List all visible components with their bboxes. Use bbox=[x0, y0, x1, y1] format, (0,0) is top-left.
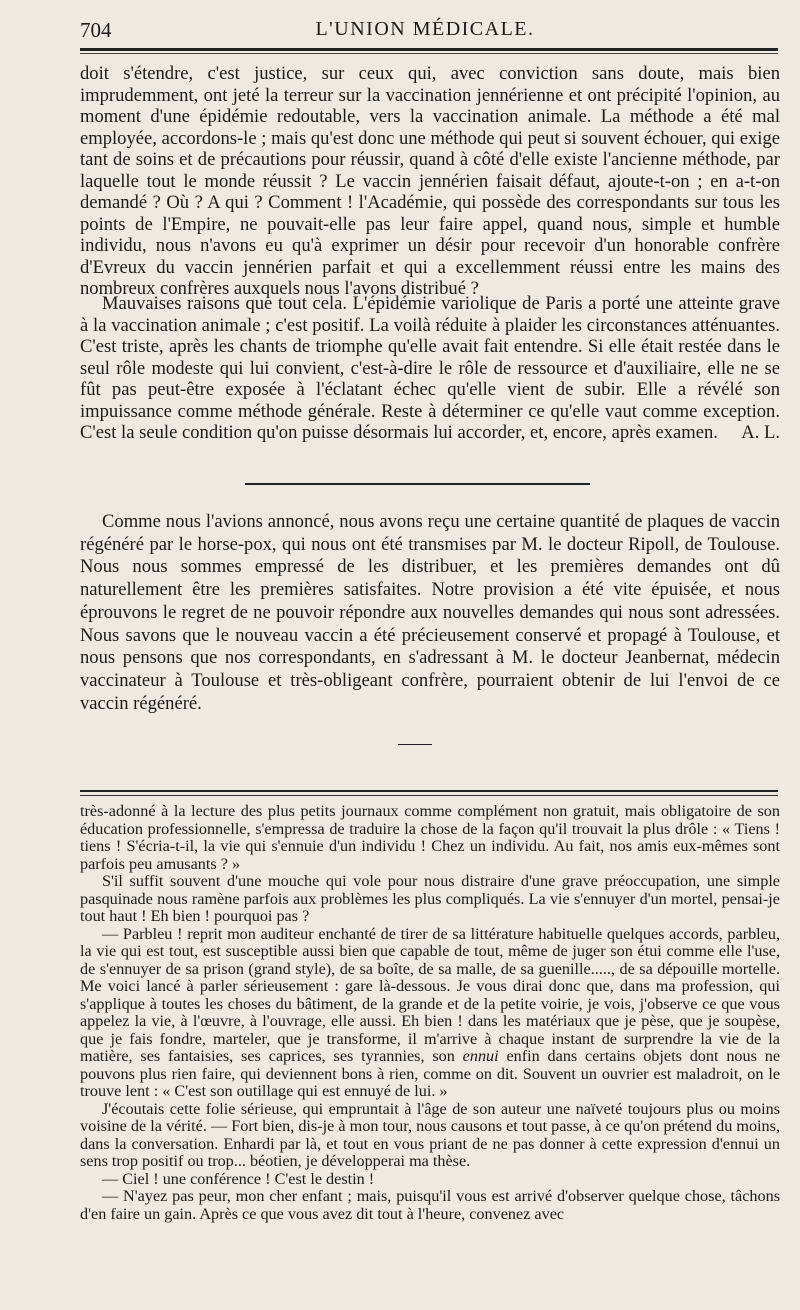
editorial-text-2 bbox=[80, 293, 780, 444]
vaccine-notice-text: Comme nous l'avions annoncé, nous avons reçu une certaine quantité de plaques de vaccin régénéré par le horse-pox, qui nous ont été transmises par M. le docteur Ripoll, de Toulouse. Nous nous sommes empressé de les distribuer, et les premières demandes ont dû naturellement être les premières satisfaites. Notre provision a été vite épuisée, et nous éprouvons le regret de ne pouvoir répondre aux nouvelles demandes qui nous sont adressées. Nous savons que le nouveau vaccin a été précieusement conservé et propagé à Toulouse, et nous pensons que nos correspondants, en s'adressant à M. le docteur Jeanbernat, médecin vaccinateur à Toulouse et très-obligeant confrère, pourraient obtenir de lui l'envoi de ce vaccin régénéré. bbox=[80, 511, 780, 714]
feuilleton bbox=[80, 803, 780, 1223]
editorial-text-2-body: Mauvaises raisons que tout cela. L'épidémie variolique de Paris a porté une atteinte grave à la vaccination animale ; c'est positif. La voilà réduite à plaider les circonstances atténuantes. C'est triste, après les chants de triomphe qu'elle avait fait entendre. Si elle était restée dans le seul rôle modeste qui lui convient, c'est-à-dire le rôle de ressource et d'auxiliaire, elle ne se fût pas peut-être exposée à l'éclatant échec qu'elle vient de subir. Elle a révélé son impuissance comme méthode générale. Reste à déterminer ce qu'elle vaut comme exception. C'est la seule condition qu'on puisse désormais lui accorder, et, encore, après examen. bbox=[80, 293, 780, 443]
short-separator bbox=[398, 744, 432, 745]
feuilleton-paragraph-2: S'il suffit souvent d'une mouche qui vole pour nous distraire d'une grave préoccupation, une simple pasquinade nous ramène parfois aux problèmes les plus compliqués. La vie s'ennuyer d'un mortel, pensai-je tout haut ! Eh bien ! pourquoi pas ? bbox=[80, 872, 780, 925]
section-separator bbox=[245, 483, 590, 485]
feuilleton-rule-thin bbox=[80, 795, 778, 796]
feuilleton-paragraph-3-b: enfin dans certains objets dont nous ne pouvons plus rien faire, qui deviennent bons à rien, comme on dit. Souvent un ouvrier est maladroit, on le trouve lent : « C'est son outillage qui est ennuyé de lui. » bbox=[80, 1047, 780, 1100]
running-title: L'UNION MÉDICALE. bbox=[315, 18, 535, 40]
header-rule bbox=[80, 48, 778, 51]
editorial-paragraph-2 bbox=[80, 293, 780, 444]
feuilleton-paragraph-3 bbox=[80, 926, 780, 1101]
editorial-paragraph-1 bbox=[80, 63, 780, 300]
feuilleton-paragraph-6: — N'ayez pas peur, mon cher enfant ; mais, puisqu'il vous est arrivé d'observer quelque chose, tâchons d'en faire un gain. Après ce que vous avez dit tout à l'heure, convenez avec bbox=[80, 1187, 780, 1223]
editorial-text-1: doit s'étendre, c'est justice, sur ceux qui, avec conviction sans doute, mais bien imprudemment, ont jeté la terreur sur la vaccination jennérienne et ont précipité l'opinion, au moment d'une épidémie redoutable, vers la vaccination animale. La méthode a été mal employée, accordons-le ; mais qu'est donc une méthode qui peut si souvent échouer, qui exige tant de soins et de précautions pour réussir, quand à côté d'elle existe l'ancienne méthode, par laquelle tout le monde réussit ? Le vaccin jennérien faisait défaut, ajoute-t-on ; en a-t-on demandé ? Où ? A qui ? Comment ! l'Académie, qui possède des correspondants sur tous les points de l'Empire, ne pouvait-elle pas leur faire appel, quand nous, simple et humble individu, nous n'avons eu qu'à exprimer un désir pour recevoir d'un honorable confrère d'Evreux du vaccin jennérien parfait et qui a excellemment réussi entre les mains des nombreux confrères auxquels nous l'avons distribué ? bbox=[80, 63, 780, 299]
running-header bbox=[80, 16, 770, 44]
emphasized-word: ennui bbox=[462, 1047, 499, 1065]
author-signature: A. L. bbox=[741, 422, 780, 443]
feuilleton-paragraph-3-a: — Parbleu ! reprit mon auditeur enchanté de tirer de sa littérature habituelle quelques accords, parbleu, la vie qui est tout, est susceptible aussi bien que capable de tout, même de juger son étui comme elle l'use, de s'ennuyer de sa prison (grand style), de sa boîte, de sa malle, de sa guenille....., de sa dépouille mortelle. Me voici lancé à parler sérieusement : gare là-dessous. Je vous dirai donc que, dans ma profession, qui s'applique à toutes les choses du bâtiment, de la grande et de la petite voirie, je vois, j'observe ce que vous appelez la vie, à l'œuvre, à l'ouvrage, elle aussi. Eh bien ! dans les matériaux que je pèse, que je soupèse, que je fais fondre, marteler, que je transforme, il m'arrive à chaque instant de surprendre la vie de la matière, ses fantaisies, ses caprices, ses tyrannies, son bbox=[80, 924, 780, 1065]
feuilleton-paragraph-1: très-adonné à la lecture des plus petits journaux comme complément non gratuit, mais obligatoire de son éducation professionnelle, s'empressa de traduire la chose de la façon qu'il trouvait la plus drôle : « Tiens ! tiens ! S'écria-t-il, la vie qui s'ennuie d'un individu ! Chez un individu. Au fait, nos amis eux-mêmes sont parfois peu amusants ? » bbox=[80, 802, 780, 873]
feuilleton-rule bbox=[80, 790, 778, 792]
feuilleton-paragraph-5: — Ciel ! une conférence ! C'est le destin ! bbox=[102, 1169, 375, 1188]
page-number: 704 bbox=[80, 18, 112, 42]
vaccine-notice bbox=[80, 511, 780, 715]
header-rule-thin bbox=[80, 53, 778, 54]
feuilleton-paragraph-4: J'écoutais cette folie sérieuse, qui empruntait à l'âge de son auteur une naïveté toujours plus ou moins voisine de la vérité. — Fort bien, dis-je à mon tour, nous causons et tout passe, à ce qu'on prétend du moins, dans la conversation. Enhardi par là, et tout en vous priant de ne pas donner à cette expression d'ennui un sens trop positif ou trop... béotien, je développerai ma thèse. bbox=[80, 1099, 780, 1170]
